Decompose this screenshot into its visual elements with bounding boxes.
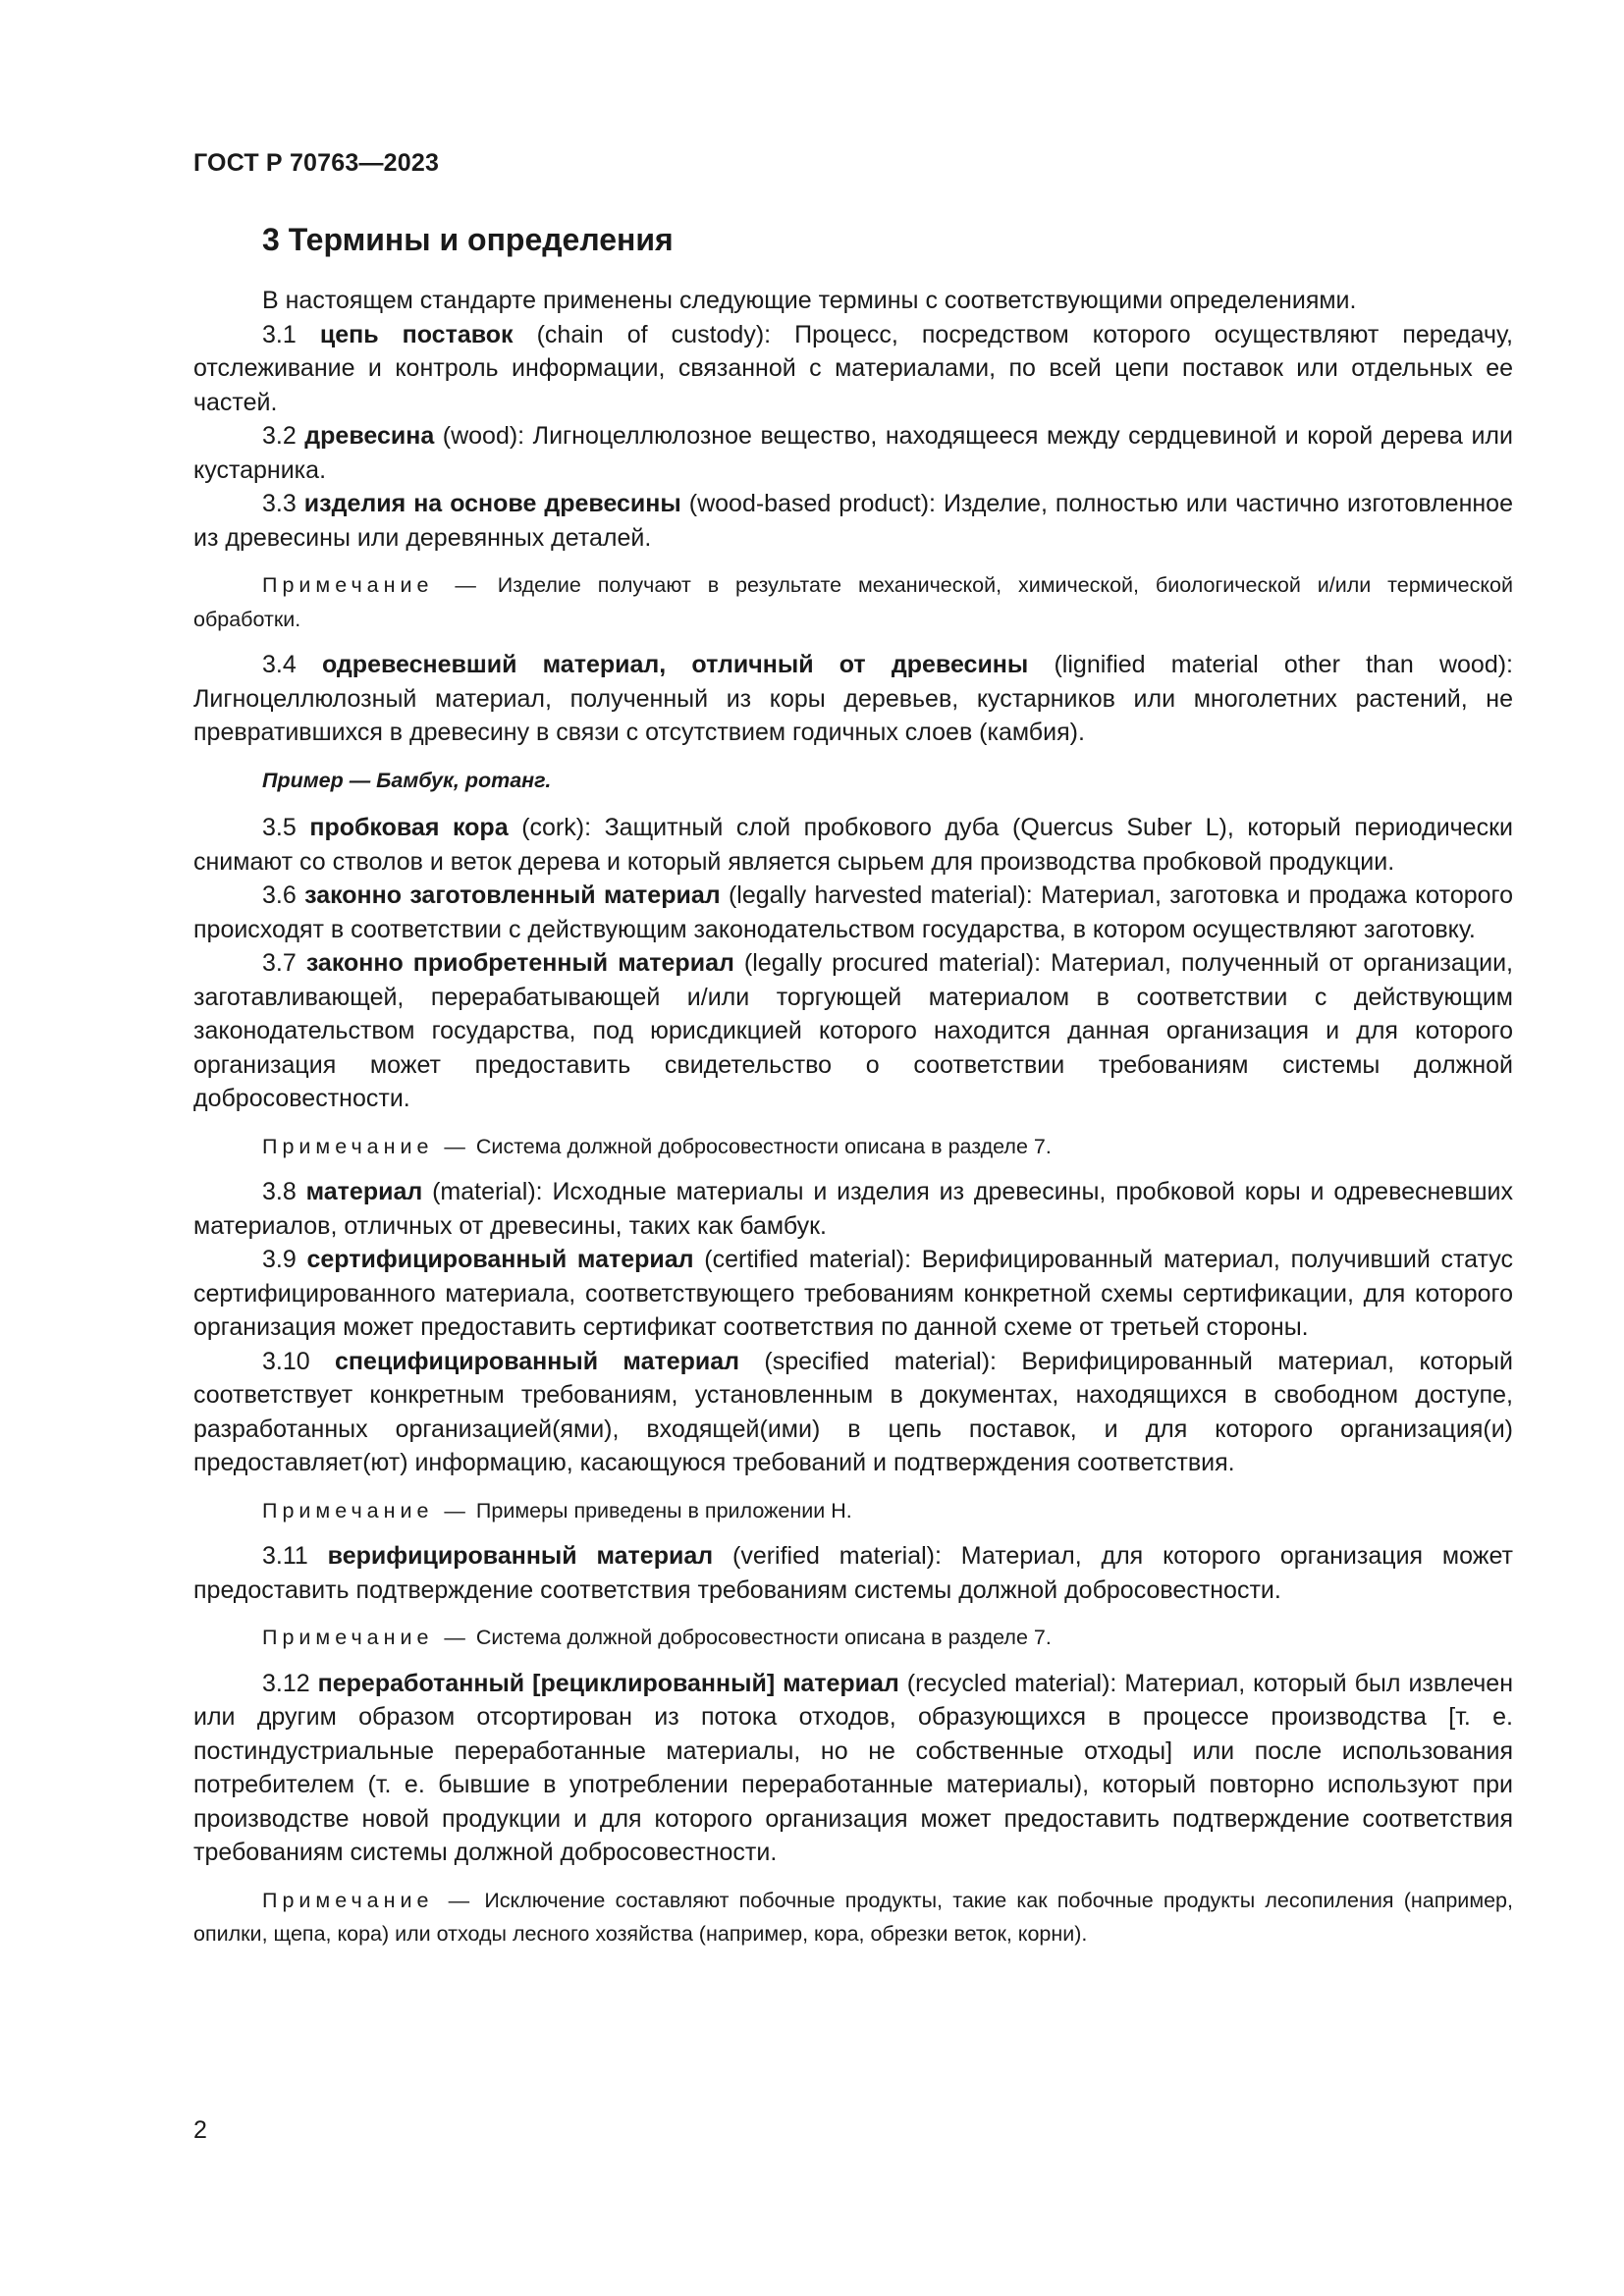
term-entry	[193, 487, 1513, 555]
term-definition: (legally harvested material): Материал, заготовка и продажа которого происходят в соответствии с действующим законодательством государства, в котором осуществляют заготовку.	[193, 881, 1514, 943]
note-label: Примечание —	[262, 573, 481, 597]
document-header: ГОСТ Р 70763—2023	[193, 149, 440, 177]
term-entry	[193, 811, 1513, 879]
section-heading: 3 Термины и определения	[262, 222, 674, 257]
term-definition: (lignified material other than wood): Лигноцеллюлозный материал, полученный из коры деревьев, кустарников или многолетних растений, не превратившихся в древесину в связи с отсутствием годичных слоев (камбия).	[193, 651, 1514, 746]
term-entry	[193, 1175, 1513, 1243]
term-note	[193, 1621, 1513, 1655]
term-number: 3.2	[262, 422, 297, 450]
term-entry	[193, 1345, 1513, 1480]
term-name: изделия на основе древесины	[303, 490, 681, 517]
term-entry	[193, 318, 1513, 420]
term-entry	[193, 1243, 1513, 1345]
term-entry	[193, 648, 1513, 750]
term-definition: (certified material): Верифицированный материал, получивший статус сертифицированного материала, соответствующего требованиям конкретной схемы сертификации, для которого организация может предоставить сертификат соответствия по данной схеме от третьей стороны.	[193, 1246, 1513, 1341]
term-number: 3.4	[262, 651, 297, 678]
note-label: Примечание —	[262, 1498, 470, 1522]
note-text: Система должной добросовестности описана в разделе 7.	[475, 1626, 1052, 1649]
note-text: Система должной добросовестности описана в разделе 7.	[475, 1134, 1052, 1158]
term-name: законно заготовленный материал	[304, 881, 721, 909]
term-definition: (wood-based product): Изделие, полностью или частично изготовленное из древесины или деревянных деталей.	[193, 490, 1513, 552]
term-definition: (legally procured material): Материал, полученный от организации, заготавливающей, перерабатывающей и/или торгующей материалом в соответствии с действующим законодательством государства, под юрисдикцией которого находится данная организация и для которого организация может предоставить свидетельство о соответствии требованиям системы должной добросовестности.	[193, 949, 1513, 1112]
term-definition: (specified material): Верифицированный материал, который соответствует конкретным требованиям, установленным в документах, находящихся в свободном доступе, разработанных организацией(ями), входящей(ими) в цепь поставок, и для которого организация(и) предоставляет(ют) информацию, касающуюся требований и подтверждения соответствия.	[193, 1347, 1513, 1476]
term-definition: (verified material): Материал, для которого организация может предоставить подтверждение соответствия требованиям системы должной добросовестности.	[193, 1542, 1513, 1604]
intro-paragraph: В настоящем стандарте применены следующие термины с соответствующими определениями.	[262, 287, 1357, 314]
term-number: 3.10	[262, 1347, 310, 1375]
term-note	[193, 1884, 1513, 1951]
term-definition: (cork): Защитный слой пробкового дуба (Quercus Suber L), который периодически снимают со стволов и веток дерева и который является сырьем для производства пробковой продукции.	[193, 814, 1513, 876]
term-entry	[193, 1667, 1513, 1870]
term-name: материал	[305, 1178, 423, 1205]
term-number: 3.12	[262, 1669, 310, 1697]
term-definition: (recycled material): Материал, который был извлечен или другим образом отсортирован из потока отходов, образующихся в процессе производства [т. е. постиндустриальные переработанные материалы, но не собственные отходы] или после использования потребителем (т. е. бывшие в употреблении переработанные материалы), который повторно используют при производстве новой продукции и для которого организация может предоставить подтверждение соответствия требованиям системы должной добросовестности.	[193, 1669, 1513, 1866]
term-name: одревесневший материал, отличный от древесины	[321, 651, 1029, 678]
term-number: 3.1	[262, 320, 297, 348]
term-name: специфицированный материал	[335, 1347, 740, 1375]
note-label: Примечание —	[262, 1134, 470, 1158]
term-number: 3.3	[262, 490, 297, 517]
term-number: 3.11	[262, 1542, 308, 1570]
note-text: Изделие получают в результате механической, химической, биологической и/или термической обработки.	[193, 573, 1513, 631]
term-name: пробковая кора	[309, 814, 509, 841]
note-label: Примечание —	[262, 1888, 475, 1912]
term-number: 3.7	[262, 949, 297, 977]
term-name: верифицированный материал	[327, 1542, 714, 1570]
term-entry	[193, 879, 1513, 946]
note-text: Исключение составляют побочные продукты, такие как побочные продукты лесопиления (например, опилки, щепа, кора) или отходы лесного хозяйства (например, кора, обрезки веток, корни).	[193, 1888, 1513, 1946]
term-definition: (material): Исходные материалы и изделия из древесины, пробковой коры и одревесневших материалов, отличных от древесины, таких как бамбук.	[193, 1178, 1513, 1240]
term-name: переработанный [рециклированный] материал	[317, 1669, 899, 1697]
term-name: сертифицированный материал	[306, 1246, 694, 1273]
term-number: 3.9	[262, 1246, 297, 1273]
term-number: 3.6	[262, 881, 297, 909]
term-note	[193, 568, 1513, 636]
document-body	[193, 284, 1513, 1951]
term-name: древесина	[304, 422, 435, 450]
page-number: 2	[193, 2116, 207, 2144]
term-definition: (wood): Лигноцеллюлозное вещество, находящееся между сердцевиной и корой дерева или кустарника.	[193, 422, 1513, 484]
term-number: 3.8	[262, 1178, 297, 1205]
term-number: 3.5	[262, 814, 297, 841]
note-text: Примеры приведены в приложении Н.	[475, 1498, 852, 1522]
term-name: законно приобретенный материал	[305, 949, 734, 977]
term-name: цепь поставок	[319, 320, 514, 348]
term-note	[193, 1494, 1513, 1528]
term-definition: (chain of custody): Процесс, посредством которого осуществляют передачу, отслеживание и контроль информации, связанной с материалами, по всей цепи поставок или отдельных ее частей.	[193, 320, 1513, 416]
note-label: Примечание —	[262, 1626, 470, 1649]
term-entry	[193, 419, 1513, 487]
term-example: Пример — Бамбук, ротанг.	[262, 768, 552, 792]
term-note	[193, 1130, 1513, 1164]
term-entry	[193, 946, 1513, 1116]
term-entry	[193, 1539, 1513, 1607]
